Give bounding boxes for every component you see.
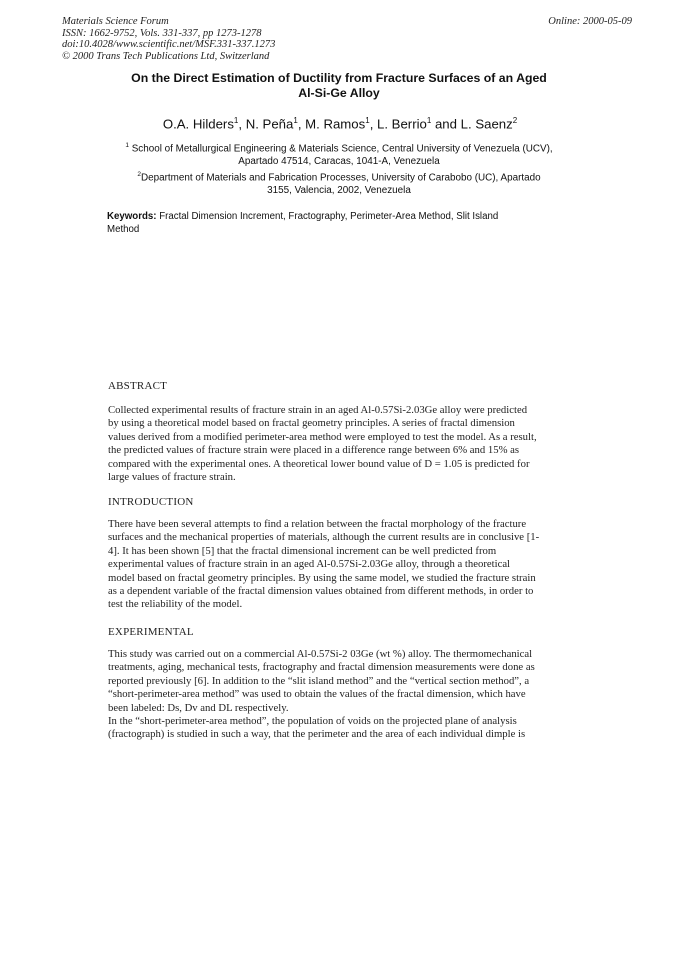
text-line: treatments, aging, mechanical tests, fractography and fractal dimension measurements were done as [108,661,535,674]
author-and: and [431,116,461,132]
text-line: by using a theoretical model based on fractal geometry principles. A series of fractal dimension [108,417,515,430]
text-line: This study was carried out on a commercial Al-0.57Si-2 03Ge (wt %) alloy. The thermomechanical [108,648,533,660]
text-line: experimental values of fracture strain in an aged Al-0.57Si-2.03Ge alloy, through a theoretical [108,558,511,571]
keywords [107,210,547,236]
issn-line: ISSN: 1662-9752, Vols. 331-337, pp 1273-1278 [62,27,262,39]
text-line: compared with the experimental ones. A theoretical lower bound value of D = 1.05 is predicted for [108,457,530,470]
text-line: been labeled: Ds, Dv and DL respectively. [108,701,289,714]
abstract-heading: ABSTRACT [108,380,168,392]
text-line: There have been several attempts to find a relation between the fractal morphology of the fracture [108,518,527,530]
author-name: O.A. Hilders [162,116,234,132]
experimental-body [108,648,556,742]
author-name: N. Peña [245,116,294,132]
author-affil-mark: 1 [365,116,370,125]
affiliation-line: Apartado 47514, Caracas, 1041-A, Venezuela [238,156,440,168]
title-line-1: On the Direct Estimation of Ductility from Fracture Surfaces of an Aged [131,71,547,85]
keywords-text-cont: Method [107,224,140,235]
text-line: “short-perimeter-area method” was used to obtain the values of the fractal dimension, which have [108,688,526,701]
paper-title [100,71,578,101]
author-list [60,116,620,131]
author-name: M. Ramos [305,116,366,132]
affiliation-line: Department of Materials and Fabrication Processes, University of Carabobo (UC), Apartado [141,172,541,184]
author-separator: , [369,116,378,132]
journal-info [62,16,275,62]
copyright-line: © 2000 Trans Tech Publications Ltd, Switzerland [62,50,270,62]
text-line: model based on fractal geometry principles. By using the same model, we studied the fracture strain [108,571,536,584]
author-affil-mark: 2 [512,116,518,125]
affiliation-1 [100,139,578,168]
author-separator: , [238,116,246,132]
introduction-body [108,518,556,612]
author-name: L. Berrio [377,116,427,132]
affiliation-mark: 1 [125,142,129,149]
affiliation-2 [100,168,578,197]
keywords-label: Keywords: [107,211,157,222]
doi-line: doi:10.4028/www.scientific.net/MSF.331-337.1273 [62,39,276,51]
author-name: L. Saenz [460,116,513,132]
title-line-2: Al-Si-Ge Alloy [298,86,380,100]
affiliation-line: School of Metallurgical Engineering & Materials Science, Central University of Venezuela (UCV), [131,143,553,155]
affiliation-mark: 2 [137,171,142,178]
keywords-text: Fractal Dimension Increment, Fractography, Perimeter-Area Method, Slit Island [156,211,499,222]
text-line: large values of fracture strain. [108,471,236,484]
journal-name: Materials Science Forum [62,16,169,27]
online-date: Online: 2000-05-09 [548,16,632,27]
text-line: test the reliability of the model. [108,598,243,611]
text-line: In the “short-perimeter-area method”, the population of voids on the projected plane of analysis [108,715,517,728]
text-line: (fractograph) is studied in such a way, that the perimeter and the area of each individual dimple is [108,728,526,741]
text-line: as a dependent variable of the fractal dimension values obtained from different methods, in order to [108,585,534,598]
author-affil-mark: 1 [426,116,432,125]
text-line: 4]. It has been shown [5] that the fractal dimensional increment can be well predicted from [108,544,497,557]
text-line: surfaces and the mechanical properties of materials, although the current results are in conclusive [1- [108,531,540,544]
abstract-body [108,404,556,484]
text-line: reported previously [6]. In addition to the “slit island method” and the “vertical section method”, a [108,674,530,687]
text-line: values derived from a modified perimeter-area method were employed to test the model. As a result, [108,430,537,443]
text-line: the predicted values of fracture strain were placed in a difference range between 6% and 15% as [108,444,520,457]
affiliation-line: 3155, Valencia, 2002, Venezuela [267,185,411,197]
author-affil-mark: 1 [233,116,239,125]
author-separator: , [297,116,306,132]
author-affil-mark: 1 [293,116,298,125]
text-line: Collected experimental results of fracture strain in an aged Al-0.57Si-2.03Ge alloy were predicted [108,404,528,416]
experimental-heading: EXPERIMENTAL [108,626,194,638]
introduction-heading: INTRODUCTION [108,496,194,508]
